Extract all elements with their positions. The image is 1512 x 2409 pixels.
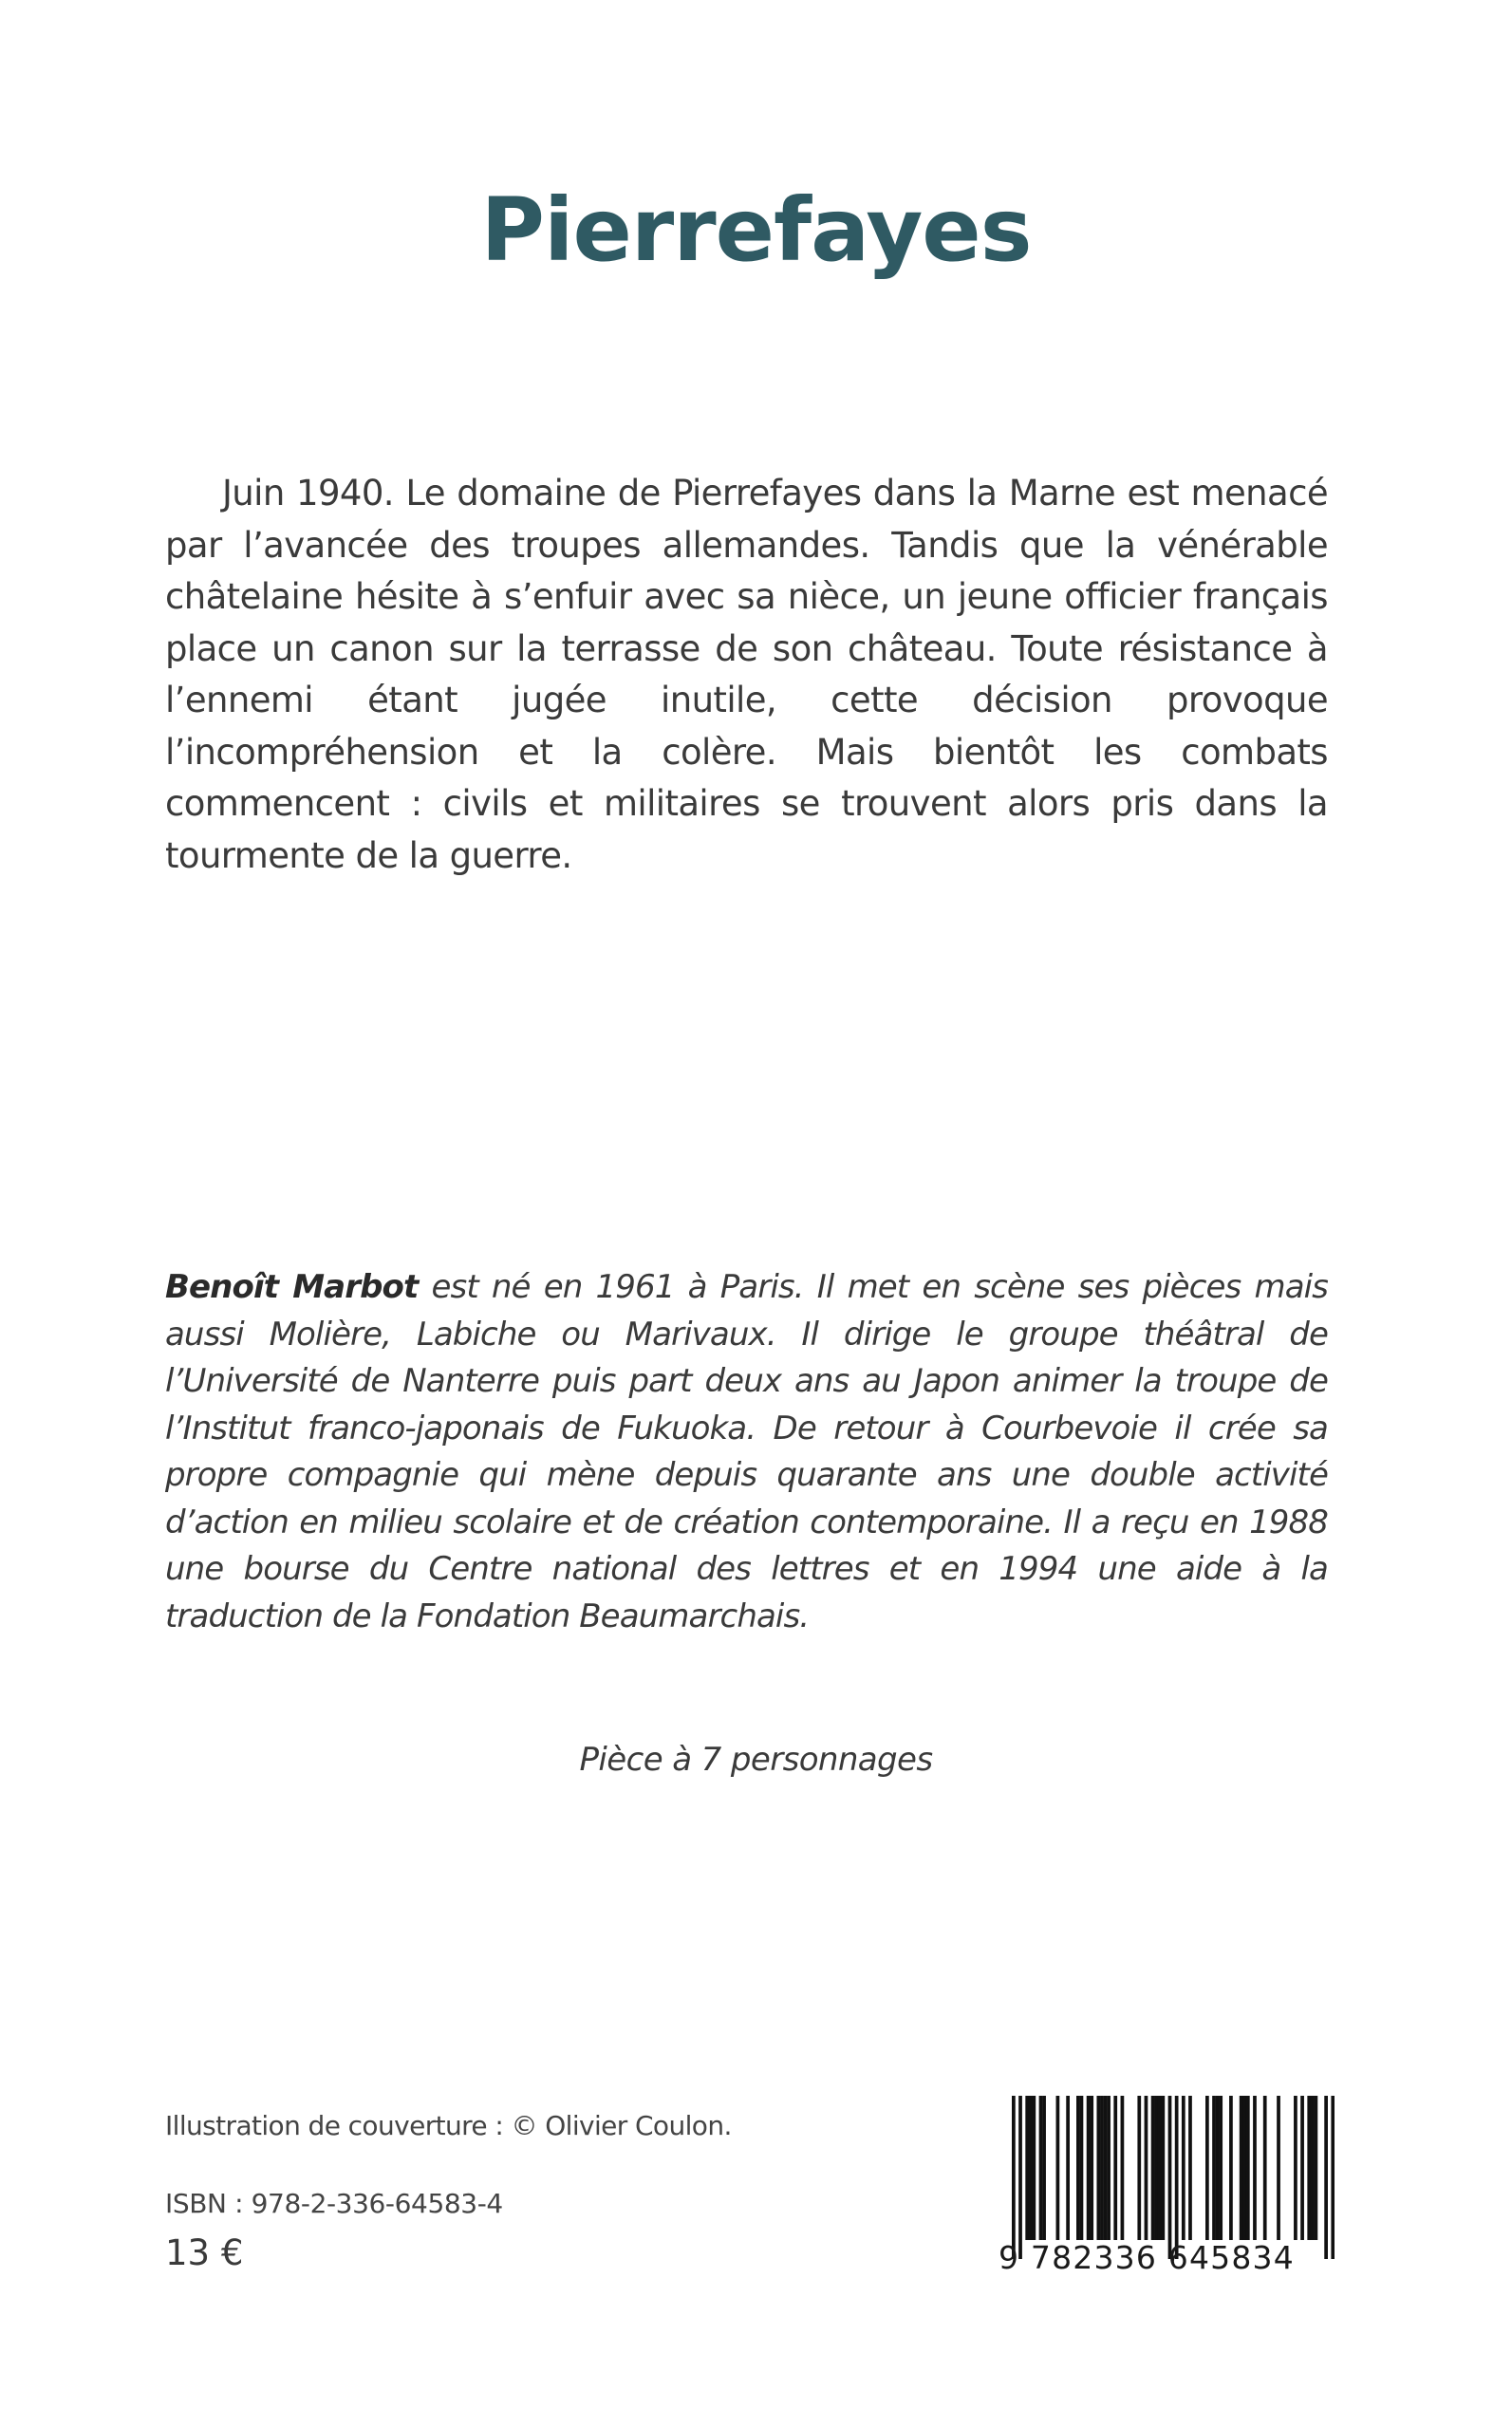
- barcode-bar: [1154, 2096, 1158, 2240]
- barcode-bar: [1121, 2096, 1125, 2240]
- barcode-bar: [1311, 2096, 1315, 2240]
- book-title: Pierrefayes: [480, 179, 1032, 281]
- barcode-bar: [1300, 2096, 1304, 2240]
- cover-illustration-credit: Illustration de couverture : © Olivier Coulon.: [165, 2110, 732, 2141]
- barcode-bar: [1229, 2096, 1233, 2240]
- barcode-bar: [1066, 2096, 1070, 2240]
- barcode-bar: [1076, 2096, 1080, 2240]
- barcode-bar: [1242, 2096, 1246, 2240]
- barcode-bar: [1151, 2096, 1155, 2240]
- barcode-bar: [1294, 2096, 1297, 2240]
- author-name: Benoît Marbot: [165, 1268, 419, 1306]
- barcode-bar: [1104, 2096, 1108, 2240]
- barcode-bar: [1246, 2096, 1250, 2240]
- barcode-bar: [1315, 2096, 1318, 2240]
- barcode-bar: [1219, 2096, 1223, 2240]
- barcode-bar: [1175, 2096, 1179, 2259]
- barcode-digits: 9 782336 645834: [999, 2239, 1295, 2276]
- barcode-bar: [1168, 2096, 1172, 2259]
- barcode-bar: [1032, 2096, 1036, 2240]
- barcode-bar: [1331, 2096, 1335, 2259]
- barcode-bar: [1145, 2096, 1148, 2240]
- barcode-bar: [1042, 2096, 1046, 2240]
- barcode-bar: [1188, 2096, 1192, 2240]
- barcode-bar: [1056, 2096, 1060, 2240]
- barcode-bar: [1113, 2096, 1117, 2240]
- barcode-bar: [1240, 2096, 1243, 2240]
- barcode-bar: [1087, 2096, 1091, 2240]
- barcode-bar: [1090, 2096, 1093, 2240]
- barcode-bar: [1212, 2096, 1216, 2240]
- barcode-bar: [1253, 2096, 1257, 2240]
- barcode-bar: [1096, 2096, 1100, 2240]
- isbn: ISBN : 978-2-336-64583-4: [165, 2188, 503, 2219]
- barcode-bar: [1161, 2096, 1165, 2240]
- barcode-bar: [1277, 2096, 1280, 2240]
- barcode-bar: [1039, 2096, 1043, 2240]
- barcode-bar: [1182, 2096, 1185, 2240]
- barcode-bar: [1018, 2096, 1022, 2259]
- barcode-bar: [1025, 2096, 1029, 2240]
- barcode-bar: [1107, 2096, 1111, 2240]
- book-summary: Juin 1940. Le domaine de Pierrefayes dans la Marne est menacé par l’avancée des troupes allemandes. Tandis que la vénérable châtelaine hésite à s’enfuir avec sa nièce, un jeune officier français place un canon sur la terrasse de son château. Toute résistance à l’ennemi étant jugée inutile, cette décision provoque l’incompréhension et la colère. Mais bientôt les combats commencent : civils et militaires se trouvent alors pris dans la tourmente de la guerre.: [165, 473, 1328, 876]
- barcode-bar: [1012, 2096, 1016, 2259]
- author-bio: [165, 1264, 1328, 1640]
- barcode-bar: [1158, 2096, 1162, 2240]
- price: 13 €: [165, 2232, 244, 2273]
- barcode-bar: [1100, 2096, 1104, 2240]
- barcode-bar: [1307, 2096, 1311, 2240]
- barcode-bar: [1080, 2096, 1084, 2240]
- barcode-bar: [1324, 2096, 1328, 2259]
- barcode-bar: [1029, 2096, 1033, 2240]
- cast-note: Pièce à 7 personnages: [579, 1741, 933, 1779]
- barcode-bar: [1137, 2096, 1141, 2240]
- barcode-bar: [1216, 2096, 1220, 2240]
- barcode-bar: [1263, 2096, 1267, 2240]
- author-bio-text: est né en 1961 à Paris. Il met en scène ses pièces mais aussi Molière, Labiche ou Marivaux. Il dirige le groupe théâtral de l’Université de Nanterre puis part deux ans au Japon animer la troupe de l’Institut franco-japonais de Fukuoka. De retour à Courbevoie il crée sa propre compagnie qui mène depuis quarante ans une double activité d’action en milieu scolaire et de création contemporaine. Il a reçu en 1988 une bourse du Centre national des lettres et en 1994 une aide à la traduction de la Fondation Beaumarchais.: [165, 1268, 1328, 1635]
- barcode-bar: [1205, 2096, 1209, 2240]
